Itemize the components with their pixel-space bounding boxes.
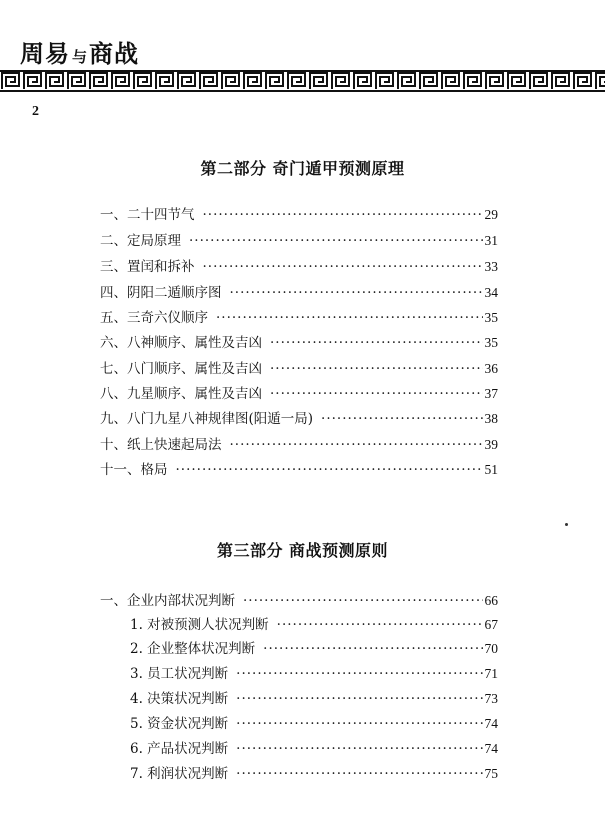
page-number: 2 <box>32 104 39 119</box>
toc-entry-page: 75 <box>484 766 498 781</box>
toc-entry[interactable] <box>100 408 498 430</box>
toc-entry-label: 一、二十四节气 <box>100 207 195 223</box>
toc-entry[interactable] <box>100 590 498 612</box>
toc-entry[interactable] <box>100 256 498 278</box>
toc-entry-label: 十、纸上快速起局法 <box>100 437 222 453</box>
toc-entry-page: 73 <box>484 691 498 706</box>
toc-entry[interactable] <box>100 434 498 456</box>
toc-leader-dots <box>236 738 482 760</box>
toc-subentry[interactable] <box>130 663 498 685</box>
toc-leader-dots <box>270 358 483 380</box>
toc-entry-label: 1. 对被预测人状况判断 <box>130 617 269 633</box>
part3-heading: 第三部分 商战预测原则 <box>216 541 389 560</box>
toc-leader-dots <box>243 590 483 612</box>
toc-entry[interactable] <box>100 282 498 304</box>
toc-leader-dots <box>236 663 482 685</box>
toc-entry-page: 35 <box>484 310 498 325</box>
toc-entry-label: 2. 企业整体状况判断 <box>130 641 256 657</box>
toc-entry-page: 74 <box>484 741 498 756</box>
toc-leader-dots <box>236 688 482 710</box>
toc-entry-label: 六、八神顺序、属性及吉凶 <box>100 335 262 351</box>
meander-border-band <box>0 70 605 92</box>
toc-entry-page: 36 <box>484 361 498 376</box>
toc-subentry[interactable] <box>130 713 498 735</box>
toc-leader-dots <box>230 434 483 456</box>
toc-leader-dots <box>270 383 483 405</box>
toc-entry-page: 35 <box>484 335 498 350</box>
toc-entry-label: 七、八门顺序、属性及吉凶 <box>100 361 262 377</box>
toc-subentry[interactable] <box>130 638 498 660</box>
toc-entry-page: 66 <box>484 593 498 608</box>
toc-subentry[interactable] <box>130 763 498 785</box>
toc-leader-dots <box>277 614 483 636</box>
toc-entry[interactable] <box>100 332 498 354</box>
book-title-part2: 商战 <box>89 39 140 68</box>
toc-entry-label: 6. 产品状况判断 <box>130 741 229 757</box>
toc-leader-dots <box>270 332 483 354</box>
toc-entry-label: 二、定局原理 <box>100 233 181 249</box>
toc-entry[interactable] <box>100 230 498 252</box>
toc-entry-label: 一、企业内部状况判断 <box>100 593 235 609</box>
book-title-part1: 周易 <box>20 39 70 68</box>
toc-entry-label: 三、置闰和拆补 <box>100 259 195 275</box>
toc-subentry[interactable] <box>130 688 498 710</box>
toc-entry-page: 38 <box>484 411 498 426</box>
toc-leader-dots <box>176 459 483 481</box>
toc-entry[interactable] <box>100 383 498 405</box>
toc-leader-dots <box>216 307 483 329</box>
book-title-header <box>20 34 139 69</box>
toc-entry-page: 74 <box>484 716 498 731</box>
print-speck <box>565 523 568 526</box>
toc-entry-page: 33 <box>484 259 498 274</box>
toc-entry-label: 7. 利润状况判断 <box>130 766 229 782</box>
toc-leader-dots <box>203 204 483 226</box>
toc-entry-label: 四、阴阳二遁顺序图 <box>100 285 222 301</box>
toc-entry-label: 十一、格局 <box>100 462 168 478</box>
toc-entry-label: 4. 决策状况判断 <box>130 691 229 707</box>
toc-entry-page: 51 <box>484 462 498 477</box>
toc-subentry[interactable] <box>130 614 498 636</box>
toc-entry-page: 31 <box>484 233 498 248</box>
toc-leader-dots <box>236 763 482 785</box>
toc-entry-label: 五、三奇六仪顺序 <box>100 310 208 326</box>
toc-leader-dots <box>236 713 482 735</box>
toc-entry-page: 39 <box>484 437 498 452</box>
toc-entry-page: 29 <box>484 207 498 222</box>
toc-leader-dots <box>203 256 483 278</box>
toc-entry-page: 70 <box>484 641 498 656</box>
toc-entry[interactable] <box>100 358 498 380</box>
toc-entry-label: 九、八门九星八神规律图(阳遁一局) <box>100 411 314 427</box>
toc-leader-dots <box>189 230 483 252</box>
toc-subentry[interactable] <box>130 738 498 760</box>
toc-leader-dots <box>263 638 482 660</box>
toc-entry-label: 3. 员工状况判断 <box>130 666 229 682</box>
part2-heading: 第二部分 奇门遁甲预测原理 <box>200 159 405 178</box>
toc-entry-label: 八、九星顺序、属性及吉凶 <box>100 386 262 402</box>
toc-leader-dots <box>230 282 483 304</box>
toc-entry-label: 5. 资金状况判断 <box>130 716 229 732</box>
book-title-connector: 与 <box>72 48 88 66</box>
toc-entry-page: 67 <box>484 617 498 632</box>
toc-entry[interactable] <box>100 204 498 226</box>
toc-entry-page: 34 <box>484 285 498 300</box>
toc-leader-dots <box>321 408 482 430</box>
toc-entry-page: 71 <box>484 666 498 681</box>
toc-entry-page: 37 <box>484 386 498 401</box>
toc-entry[interactable] <box>100 459 498 481</box>
toc-entry[interactable] <box>100 307 498 329</box>
